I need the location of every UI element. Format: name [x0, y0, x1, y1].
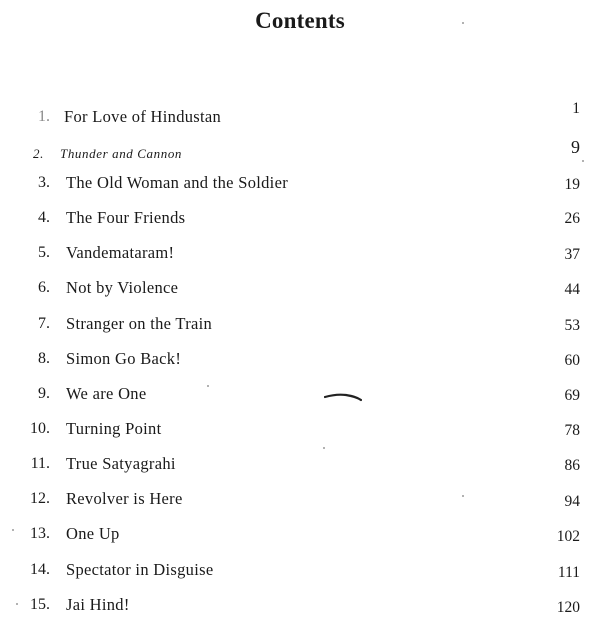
entry-number: 12. — [30, 490, 50, 507]
entry-page: 44 — [564, 281, 580, 298]
speck — [582, 160, 584, 162]
entry-page: 9 — [571, 137, 580, 157]
toc-entry — [0, 593, 600, 617]
entry-page: 37 — [564, 246, 580, 263]
speck — [12, 529, 14, 531]
entry-number: 13. — [30, 525, 50, 542]
entry-title: Vandemataram! — [66, 243, 175, 262]
entry-page: 69 — [564, 387, 580, 404]
entry-title: True Satyagrahi — [66, 454, 176, 473]
toc-entry — [0, 241, 600, 265]
entry-page: 120 — [556, 599, 580, 616]
entry-page: 26 — [564, 210, 580, 227]
entry-number: 1. — [38, 108, 50, 125]
entry-number: 6. — [38, 279, 50, 296]
entry-title: Jai Hind! — [66, 595, 130, 614]
entry-title: Thunder and Cannon — [60, 146, 183, 161]
entry-title: Stranger on the Train — [66, 314, 213, 333]
entry-page: 78 — [564, 422, 580, 439]
toc-entry — [0, 558, 600, 582]
entry-page: 111 — [557, 564, 580, 581]
entry-number: 4. — [38, 209, 50, 226]
toc-entry — [0, 312, 600, 336]
speck — [207, 385, 209, 387]
toc-entry — [0, 522, 600, 546]
entry-page: 60 — [564, 352, 580, 369]
entry-title: Not by Violence — [66, 278, 179, 297]
page-title: Contents — [255, 8, 345, 33]
entry-title: The Old Woman and the Soldier — [66, 173, 288, 192]
toc-entry — [0, 100, 600, 129]
toc-entry — [0, 487, 600, 511]
ink-smudge — [324, 392, 362, 402]
entry-page: 53 — [564, 317, 580, 334]
entry-number: 2. — [33, 146, 44, 161]
entry-number: 5. — [38, 244, 50, 261]
toc-entry — [0, 206, 600, 230]
speck — [462, 495, 464, 497]
entry-number: 8. — [38, 350, 50, 367]
speck — [16, 603, 18, 605]
entry-title: One Up — [66, 524, 120, 543]
toc-entry — [0, 452, 600, 476]
entry-number: 14. — [30, 561, 50, 578]
entry-page: 19 — [564, 176, 580, 193]
entry-title: The Four Friends — [66, 208, 186, 227]
toc-entry — [0, 276, 600, 300]
entry-title: For Love of Hindustan — [64, 107, 222, 126]
entry-title: Turning Point — [66, 419, 162, 438]
entry-number: 7. — [38, 315, 50, 332]
entry-page: 94 — [564, 493, 580, 510]
toc-entry — [0, 171, 600, 195]
toc-entry — [0, 417, 600, 441]
entry-page: 102 — [556, 528, 580, 545]
entry-title: Revolver is Here — [66, 489, 183, 508]
entry-number: 11. — [30, 455, 50, 472]
entry-number: 3. — [38, 174, 50, 191]
entry-number: 15. — [30, 596, 50, 613]
toc-entry — [0, 137, 600, 166]
entry-title: Simon Go Back! — [66, 349, 182, 368]
speck — [462, 22, 464, 24]
speck — [323, 447, 325, 449]
toc-entry — [0, 382, 600, 406]
entry-number: 10. — [30, 420, 50, 437]
toc-entry — [0, 347, 600, 371]
entry-page: 1 — [572, 100, 580, 117]
entry-title: We are One — [66, 384, 147, 403]
entry-page: 86 — [564, 457, 580, 474]
entry-number: 9. — [38, 385, 50, 402]
entry-title: Spectator in Disguise — [66, 560, 214, 579]
